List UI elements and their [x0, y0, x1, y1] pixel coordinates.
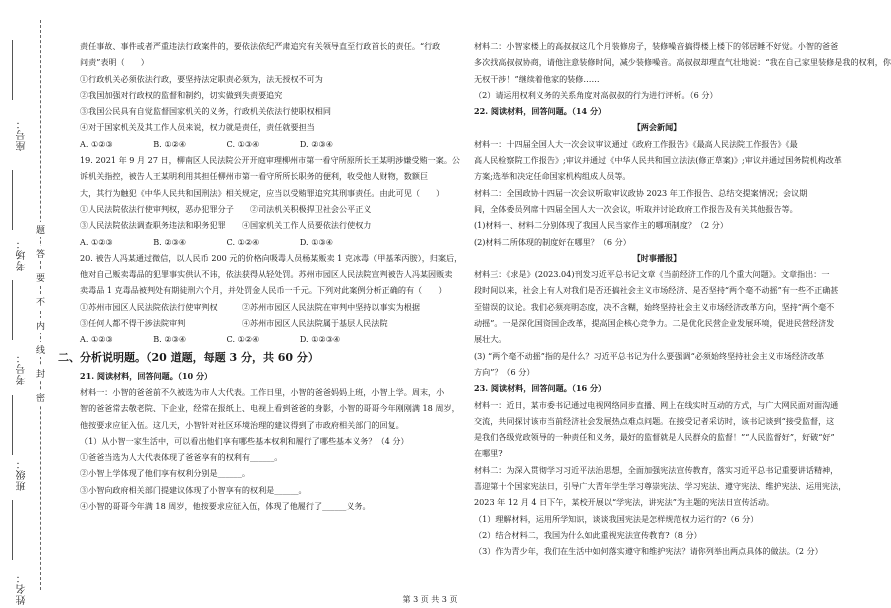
text-line: 是我们各级党政领导的一种责任和义务，最好的监督就是人民群众的监督！”“人民监督好”，好破“好”: [474, 432, 835, 443]
sub-heading: 【时事播报】: [632, 252, 682, 263]
fill-blank-line: ②小智上学体现了他们享有权利分别是______。: [80, 468, 250, 479]
text-line: 他按要求应征入伍。这几天，小智针对社区环境治理的建议得到了市政府相关部门的回复。: [80, 419, 404, 430]
text-line: 多次找高叔叔协商，请他注意装修时间，减少装修噪音。高叔叔却理直气壮地说：“我在自己家里装修是我的权利，你: [474, 57, 891, 68]
text-line: 材料一：十四届全国人大一次会议审议通过《政府工作报告》《最高人民法院工作报告》《最: [474, 138, 798, 149]
text-line: 在哪里?: [474, 448, 503, 459]
option-line: ②我国加强对行政权的监督和制约，切实做到失责要追究: [80, 89, 283, 100]
seat-label: 座号：: [17, 118, 28, 151]
text-line: 卖毒品 1 克毒品被判处有期徒刑六个月，并处罚金人民币一千元。下列对此案例分析正确的有（ ）: [80, 285, 447, 296]
fill-blank-line: ①爸爸当选为人大代表体现了爸爸享有的权利有______。: [80, 452, 283, 463]
seal-warning-char: 不: [36, 294, 45, 309]
text-line: 智的爸爸常去敬老院、下企业，经常在报纸上、电视上看到爸爸的身影，小智的哥哥今年刚刚满 18 周岁，: [80, 403, 460, 414]
option-line: ③我国公民具有自觉监督国家机关的义务，行政机关依法行使职权相同: [80, 106, 331, 117]
seal-warning-char: 题: [36, 222, 45, 237]
sub-question: (2)材料二所体现的制度好在哪里？（6 分）: [474, 236, 631, 247]
text-line: 高人民检察院工作报告》;审议并通过《中华人民共和国立法法(修正草案)》;审议并通过国务院机构改革: [474, 155, 842, 166]
seal-warning-char: 要: [36, 270, 45, 285]
binding-margin: [0, 0, 60, 608]
seal-warning-char: 内: [36, 318, 45, 333]
text-line: 无权干涉！”继续着他家的装修……: [474, 73, 600, 84]
answer-choices: A. ①②③ B. ②③④ C. ①②④ D. ①③④: [80, 236, 333, 247]
text-line: 材料三：《求是》(2023.04)刊发习近平总书记文章《当前经济工作的几个重大问题》。文章指出：一: [474, 269, 830, 280]
page-footer: 第 3 页 共 3 页: [402, 595, 458, 604]
sub-question: （1）从小智一家生活中，可以看出他们享有哪些基本权利和履行了哪些基本义务？（4 分）: [80, 435, 409, 446]
text-line: 责任事故、事件或者严重违法行政案件的，要依法依纪严肃追究有关领导直至行政首长的责任。“行政: [80, 41, 441, 51]
text-line: 交流，共同探讨该市当前经济社会发展热点难点问题。在接受记者采访时，该书记谈到“接受监督，这: [474, 415, 835, 426]
section-heading: 二、分析说明题。（20 道题，每题 3 分，共 60 分）: [58, 350, 319, 364]
class-underline: [12, 395, 13, 455]
question-23: 23. 阅读材料，回答问题。（16 分）: [474, 383, 607, 394]
question-21: 21. 阅读材料，回答问题。（10 分）: [80, 370, 213, 381]
room-label: 考场：: [17, 238, 28, 271]
text-line: 问责”表明（ ）: [80, 57, 149, 68]
text-line: 材料一：小智的爸爸前不久被选为市人大代表。工作日里，小智的爸爸妈妈上班，小智上学。周末，小: [80, 386, 445, 397]
option-line: ③人民法院依法调查职务违法和职务犯罪 ④国家机关工作人员要依法行使权力: [80, 220, 372, 231]
seal-warning-char: 线: [36, 342, 45, 357]
text-line: 展壮大。: [474, 334, 507, 345]
sub-question: 方向”？（6 分）: [474, 366, 535, 377]
text-line: 材料二：为深入贯彻学习习近平法治思想，全面加强宪法宣传教育，落实习近平总书记重要讲话精神，: [474, 464, 839, 475]
room-underline: [12, 170, 13, 230]
text-line: 动摇”。一是深化国资国企改革，提高国企核心竞争力。二是优化民营企业发展环境，促进民营经济发: [474, 318, 835, 329]
option-line: ①行政机关必须依法行政，要坚持法定职责必须为，法无授权不可为: [80, 73, 323, 84]
text-line: 方案;选举和决定任命国家机构组成人员等。: [474, 171, 631, 182]
exam-no-underline: [12, 280, 13, 340]
sub-heading: 【两会新闻】: [632, 122, 682, 133]
seal-warning-char: 封: [36, 366, 45, 381]
right-column: [474, 38, 891, 560]
text-line: 他对自己贩卖毒品的犯罪事实供认不讳，依法获得从轻处罚。苏州市园区人民法院宣判被告人冯某因贩卖: [80, 269, 453, 280]
name-label: 姓名：: [17, 572, 28, 605]
sub-question: (3) “两个毫不动摇”指的是什么？习近平总书记为什么要强调“必须始终坚持社会主义市场经济改革: [474, 350, 825, 361]
text-line: 间，全体委员列席十四届全国人大一次会议，听取并讨论政府工作报告及有关其他报告等。: [474, 203, 798, 214]
sub-question: （2）请运用权利义务的关系角度对高叔叔的行为进行评析。（6 分）: [474, 89, 718, 100]
class-label: 班级：: [17, 458, 28, 491]
option-line: ①苏州市园区人民法院依法行使审判权 ②苏州市园区人民法院在审判中坚持以事实为根据: [80, 301, 420, 312]
text-line: 诉机关指控，被告人王某明利用其担任柳州市第一看守所所长职务的便利，收受他人财物，数额巨: [80, 171, 429, 182]
question-20: 20. 被告人冯某通过微信，以人民币 200 元的价格向吸毒人员杨某贩卖 1 克冰毒（甲基苯丙胺），归案后，: [80, 252, 463, 263]
answer-choices: A. ①②③ B. ①②④ C. ①③④ D. ②③④: [80, 138, 333, 149]
option-line: ①人民法院依法行使审判权，恶办犯罪分子 ②司法机关积极捍卫社会公平正义: [80, 203, 372, 214]
question-22: 22. 阅读材料，回答问题。（14 分）: [474, 106, 607, 117]
option-line: ③任何人都不得干涉法院审判 ④苏州市园区人民法院属于基层人民法院: [80, 318, 388, 329]
sub-question: (1)材料一、材料二分别体现了我国人民当家作主的哪项制度？（2 分）: [474, 220, 728, 231]
name-underline: [12, 500, 13, 560]
text-line: 材料二：小智家楼上的高叔叔这几个月装修房子，装修噪音搞得楼上楼下的邻居睡不好觉。小智的爸爸: [474, 41, 839, 51]
text-line: 2023 年 12 月 4 日下午，某校开展以“学宪法，讲宪法”为主题的宪法日宣传活动。: [474, 497, 775, 508]
fill-blank-line: ③小智向政府相关部门提建议体现了小智享有的权利是______。: [80, 484, 307, 495]
question-19: 19. 2021 年 9 月 27 日，柳南区人民法院公开开庭审理柳州市第一看守所原所长王某明涉嫌受贿一案。公: [80, 155, 461, 166]
sub-question: （3）作为青少年，我们在生活中如何落实遵守和维护宪法？请你列举出两点具体的做法。（2 分）: [474, 546, 823, 557]
seat-underline: [12, 40, 13, 100]
text-line: 喜迎第十个国家宪法日，引导广大青年学生学习尊崇宪法、学习宪法、遵守宪法、维护宪法、运用宪法，: [474, 481, 847, 492]
text-line: 材料一：近日，某市委书记通过电视网络同步直播、网上在线实时互动的方式，与广大网民面对面沟通: [474, 399, 839, 410]
fill-blank-line: ④小智的哥哥今年满 18 周岁，他按要求应征入伍，体现了他履行了______义务。: [80, 501, 371, 512]
sub-question: （1）理解材料，运用所学知识，谈谈我国宪法是怎样规范权力运行的?（6 分）: [474, 513, 759, 524]
text-line: 至错误的议论。我们必须亮明态度，决不含糊，始终坚持社会主义市场经济改革方向，坚持“两个毫不: [474, 301, 835, 312]
text-line: 大，其行为触犯《中华人民共和国刑法》相关规定，应当以受贿罪追究其刑事责任。由此可见（ ）: [80, 187, 445, 198]
left-column: [58, 38, 463, 514]
seal-warning-char: 答: [36, 246, 45, 261]
text-line: 段时间以来，社会上有人对我们是否还搞社会主义市场经济、是否坚持“两个毫不动摇”有一些不正确甚: [474, 285, 839, 296]
answer-choices: A. ①②③ B. ②③④ C. ①②④ D. ①②③④: [80, 334, 341, 345]
text-line: 材料二：全国政协十四届一次会议听取审议政协 2023 年工作报告、总结交提案情况；会议期: [474, 187, 808, 198]
option-line: ④对于国家机关及其工作人员来说，权力就是责任，责任就要担当: [80, 122, 315, 133]
sub-question: （2）结合材料二，我国为什么如此重视宪法宣传教育?（8 分）: [474, 529, 702, 540]
exam-no-label: 考号：: [17, 352, 28, 385]
seal-warning-char: 密: [36, 390, 45, 405]
